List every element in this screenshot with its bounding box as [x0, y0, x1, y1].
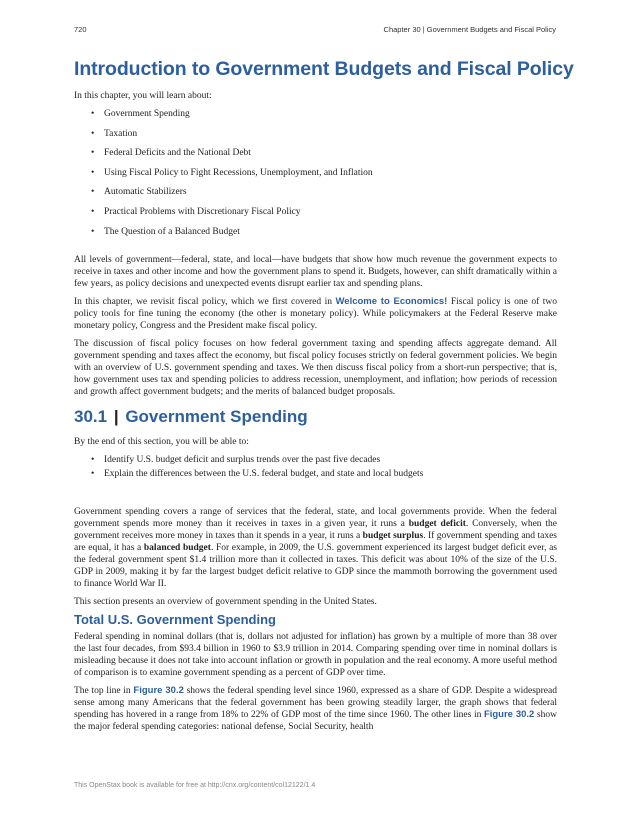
- running-header: Chapter 30 | Government Budgets and Fiscal Policy: [383, 25, 556, 34]
- objectives-list: [74, 454, 557, 481]
- list-item: • Federal Deficits and the National Debt: [74, 147, 557, 167]
- page-footer: This OpenStax book is available for free at http://cnx.org/content/col12122/1.4: [74, 782, 316, 789]
- section-paragraph-2: This section presents an overview of government spending in the United States.: [74, 597, 377, 608]
- term-budget-surplus: budget surplus: [362, 531, 424, 542]
- list-item: • Automatic Stabilizers: [74, 186, 557, 206]
- section-number: 30.1: [74, 407, 108, 427]
- subsection-title: Total U.S. Government Spending: [74, 612, 276, 628]
- section-separator: |: [113, 407, 119, 427]
- chapter-paragraph-2: [74, 296, 557, 332]
- subsection-paragraph-1: Federal spending in nominal dollars (that is, dollars not adjusted for inflation) has grown by a multiple of more than 38 over the last four decades, from $93.4 billion in 1960 to $3.9 trillion in 2014. Comparing spending over time in nominal dollars is misleading because it does not take into account inflation or growth in population and the real economy. A more useful method of comparison is to examine government spending as a percent of GDP over time.: [74, 632, 557, 679]
- text-run: show the major federal spending categories: national defense, Social Security, health: [74, 710, 557, 733]
- chapter-paragraph-1: All levels of government—federal, state, and local—have budgets that show how much revenue the government expects to receive in taxes and other income and how the government plans to spend it. Budgets, however, can shift dramatically within a few years, as policy decisions and unexpected events disrupt earlier tax and spending plans.: [74, 255, 557, 290]
- figure-30-2-link[interactable]: Figure 30.2: [133, 685, 184, 697]
- chapter-title: Introduction to Government Budgets and Fiscal Policy: [74, 58, 574, 80]
- list-item: • Using Fiscal Policy to Fight Recessions, Unemployment, and Inflation: [74, 167, 557, 187]
- text-run: shows the federal spending level since 1960, expressed as a share of GDP. Despite a widespread sense among many Americans that the federal government has been growing steadily larger, the graph shows that federal spending has hovered in a range from 18% to 22% of GDP most of the time since 1960. The other lines in: [74, 686, 557, 721]
- list-item: • Explain the differences between the U.S. federal budget, and state and local budgets: [74, 468, 557, 482]
- list-item: • Government Spending: [74, 108, 557, 128]
- list-item: • Taxation: [74, 128, 557, 148]
- list-item: • Identify U.S. budget deficit and surplus trends over the past five decades: [74, 454, 557, 468]
- chapter-paragraph-3: The discussion of fiscal policy focuses on how federal government taxing and spending affects aggregate demand. All government spending and taxes affect the economy, but fiscal policy focuses strictly on federal government policies. We begin with an overview of U.S. government spending and taxes. We then discuss fiscal policy from a short-run perspective; that is, how government uses tax and spending policies to address recession, unemployment, and inflation; how periods of recession and growth affect government budgets; and the merits of balanced budget proposals.: [74, 339, 557, 398]
- figure-30-2-link[interactable]: Figure 30.2: [483, 709, 535, 721]
- section-title: Government Spending: [125, 407, 308, 427]
- section-heading: [74, 407, 557, 427]
- list-item: • The Question of a Balanced Budget: [74, 226, 557, 246]
- text-run: In this chapter, we revisit fiscal policy, which we first covered in: [74, 297, 336, 308]
- chapter-intro: In this chapter, you will learn about:: [74, 91, 212, 101]
- term-balanced-budget: balanced budget: [143, 543, 211, 554]
- text-run: Fiscal policy is one of two policy tools for fine tuning the economy (the other is monetary policy). While policymakers at the Federal Reserve make monetary policy, Congress and the President make fiscal policy.: [74, 297, 557, 332]
- list-item: • Practical Problems with Discretionary Fiscal Policy: [74, 206, 557, 226]
- subsection-paragraph-2: [74, 685, 557, 733]
- welcome-to-economics-link[interactable]: Welcome to Economics!: [335, 296, 448, 308]
- objectives-intro: By the end of this section, you will be able to:: [74, 437, 249, 448]
- text-run: . Conversely, when the government receives more money in taxes than it spends in a year, it runs a: [74, 519, 557, 542]
- chapter-topics-list: [74, 108, 557, 245]
- text-run: Government spending covers a range of services that the federal, state, and local governments provide. When the federal government spends more money than it receives in taxes in a given year, it runs a: [74, 507, 557, 530]
- page-number: 720: [74, 25, 87, 34]
- section-paragraph-1: [74, 506, 557, 590]
- text-run: . For example, in 2009, the U.S. government experienced its largest budget deficit ever, as the federal government spent $1.4 trillion more than it collected in taxes. This deficit was about 10% of the size of the U.S. GDP in 2009, making it by far the largest budget deficit relative to GDP since the mammoth borrowing the government used to finance World War II.: [74, 543, 558, 590]
- page-body: [74, 90, 557, 739]
- text-run: . If government spending and taxes are equal, it has a: [74, 531, 557, 554]
- text-run: The top line in: [74, 686, 134, 697]
- term-budget-deficit: budget deficit: [408, 519, 466, 530]
